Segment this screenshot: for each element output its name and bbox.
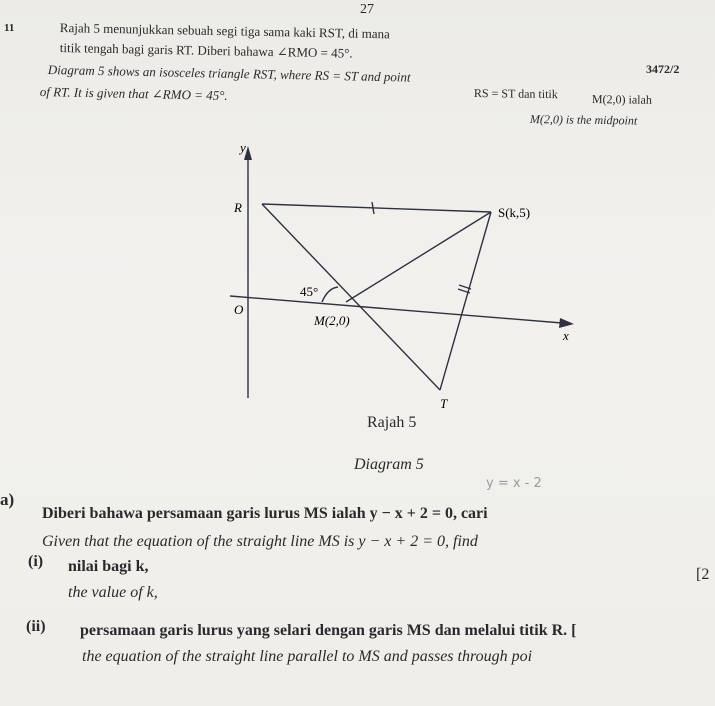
tick-rs [372, 202, 374, 214]
intro-english-angle: ∠RMO = 45°. [151, 86, 228, 103]
diagram-caption-malay: Rajah 5 [367, 414, 417, 431]
part-i-label: (i) [28, 553, 44, 570]
diagram-caption-english: Diagram 5 [354, 456, 424, 473]
intro-malay-eq: RS = ST [473, 86, 516, 101]
part-a-malay: Diberi bahawa persamaan garis lurus MS ialah y − x + 2 = 0, cari [42, 505, 488, 522]
intro-malay-angle: ∠RMO = 45°. [276, 44, 353, 61]
intro-malay-point: M(2,0) ialah [591, 92, 652, 107]
part-a-label: a) [0, 490, 15, 509]
point-t-label: T [440, 396, 448, 411]
intro-english-point: M(2,0) is the midpoint [529, 112, 638, 128]
origin-label: O [234, 302, 244, 317]
part-i-marks: [2 [696, 566, 710, 583]
part-ii-label: (ii) [26, 618, 46, 635]
part-ii-malay: persamaan garis lurus yang selari dengan garis MS dan melalui titik R. [ [80, 622, 577, 639]
intro-english-line2-text: of RT. It is given that [39, 84, 149, 102]
question-number: 11 [4, 22, 15, 34]
intro-english-line1-text: Diagram 5 shows an isosceles triangle RST, where [47, 62, 312, 83]
part-ii-english: the equation of the straight line parallel to MS and passes through poi [82, 648, 533, 665]
part-i-english: the value of k, [68, 584, 158, 601]
handwritten-note: y = x - 2 [486, 476, 542, 491]
point-m-label: M(2,0) [314, 313, 350, 328]
paper-code: 3472/2 [646, 62, 680, 76]
angle-label: 45° [300, 284, 319, 299]
point-s-label: S(k,5) [498, 205, 531, 220]
x-axis-label: x [563, 328, 569, 343]
part-a-english: Given that the equation of the straight line MS is y − x + 2 = 0, find [42, 533, 478, 550]
intro-english-tail: and point [360, 68, 411, 85]
x-axis [230, 296, 562, 323]
intro-malay-line1-text: Rajah 5 menunjukkan sebuah segi tiga sama kaki RST, di mana [59, 20, 391, 42]
intro-malay-line2-text: titik tengah bagi garis RT. Diberi bahawa [59, 40, 274, 60]
side-rs [262, 204, 491, 212]
part-i-malay: nilai bagi k, [68, 558, 149, 575]
side-rt [262, 204, 440, 390]
intro-english-eq: RS = ST [314, 67, 359, 84]
x-axis-arrow [559, 318, 574, 328]
angle-arc [322, 287, 338, 302]
y-axis-label: y [240, 140, 246, 155]
intro-malay-tail: dan titik [518, 86, 558, 102]
point-r-label: R [234, 200, 242, 215]
page-number: 27 [360, 2, 374, 17]
